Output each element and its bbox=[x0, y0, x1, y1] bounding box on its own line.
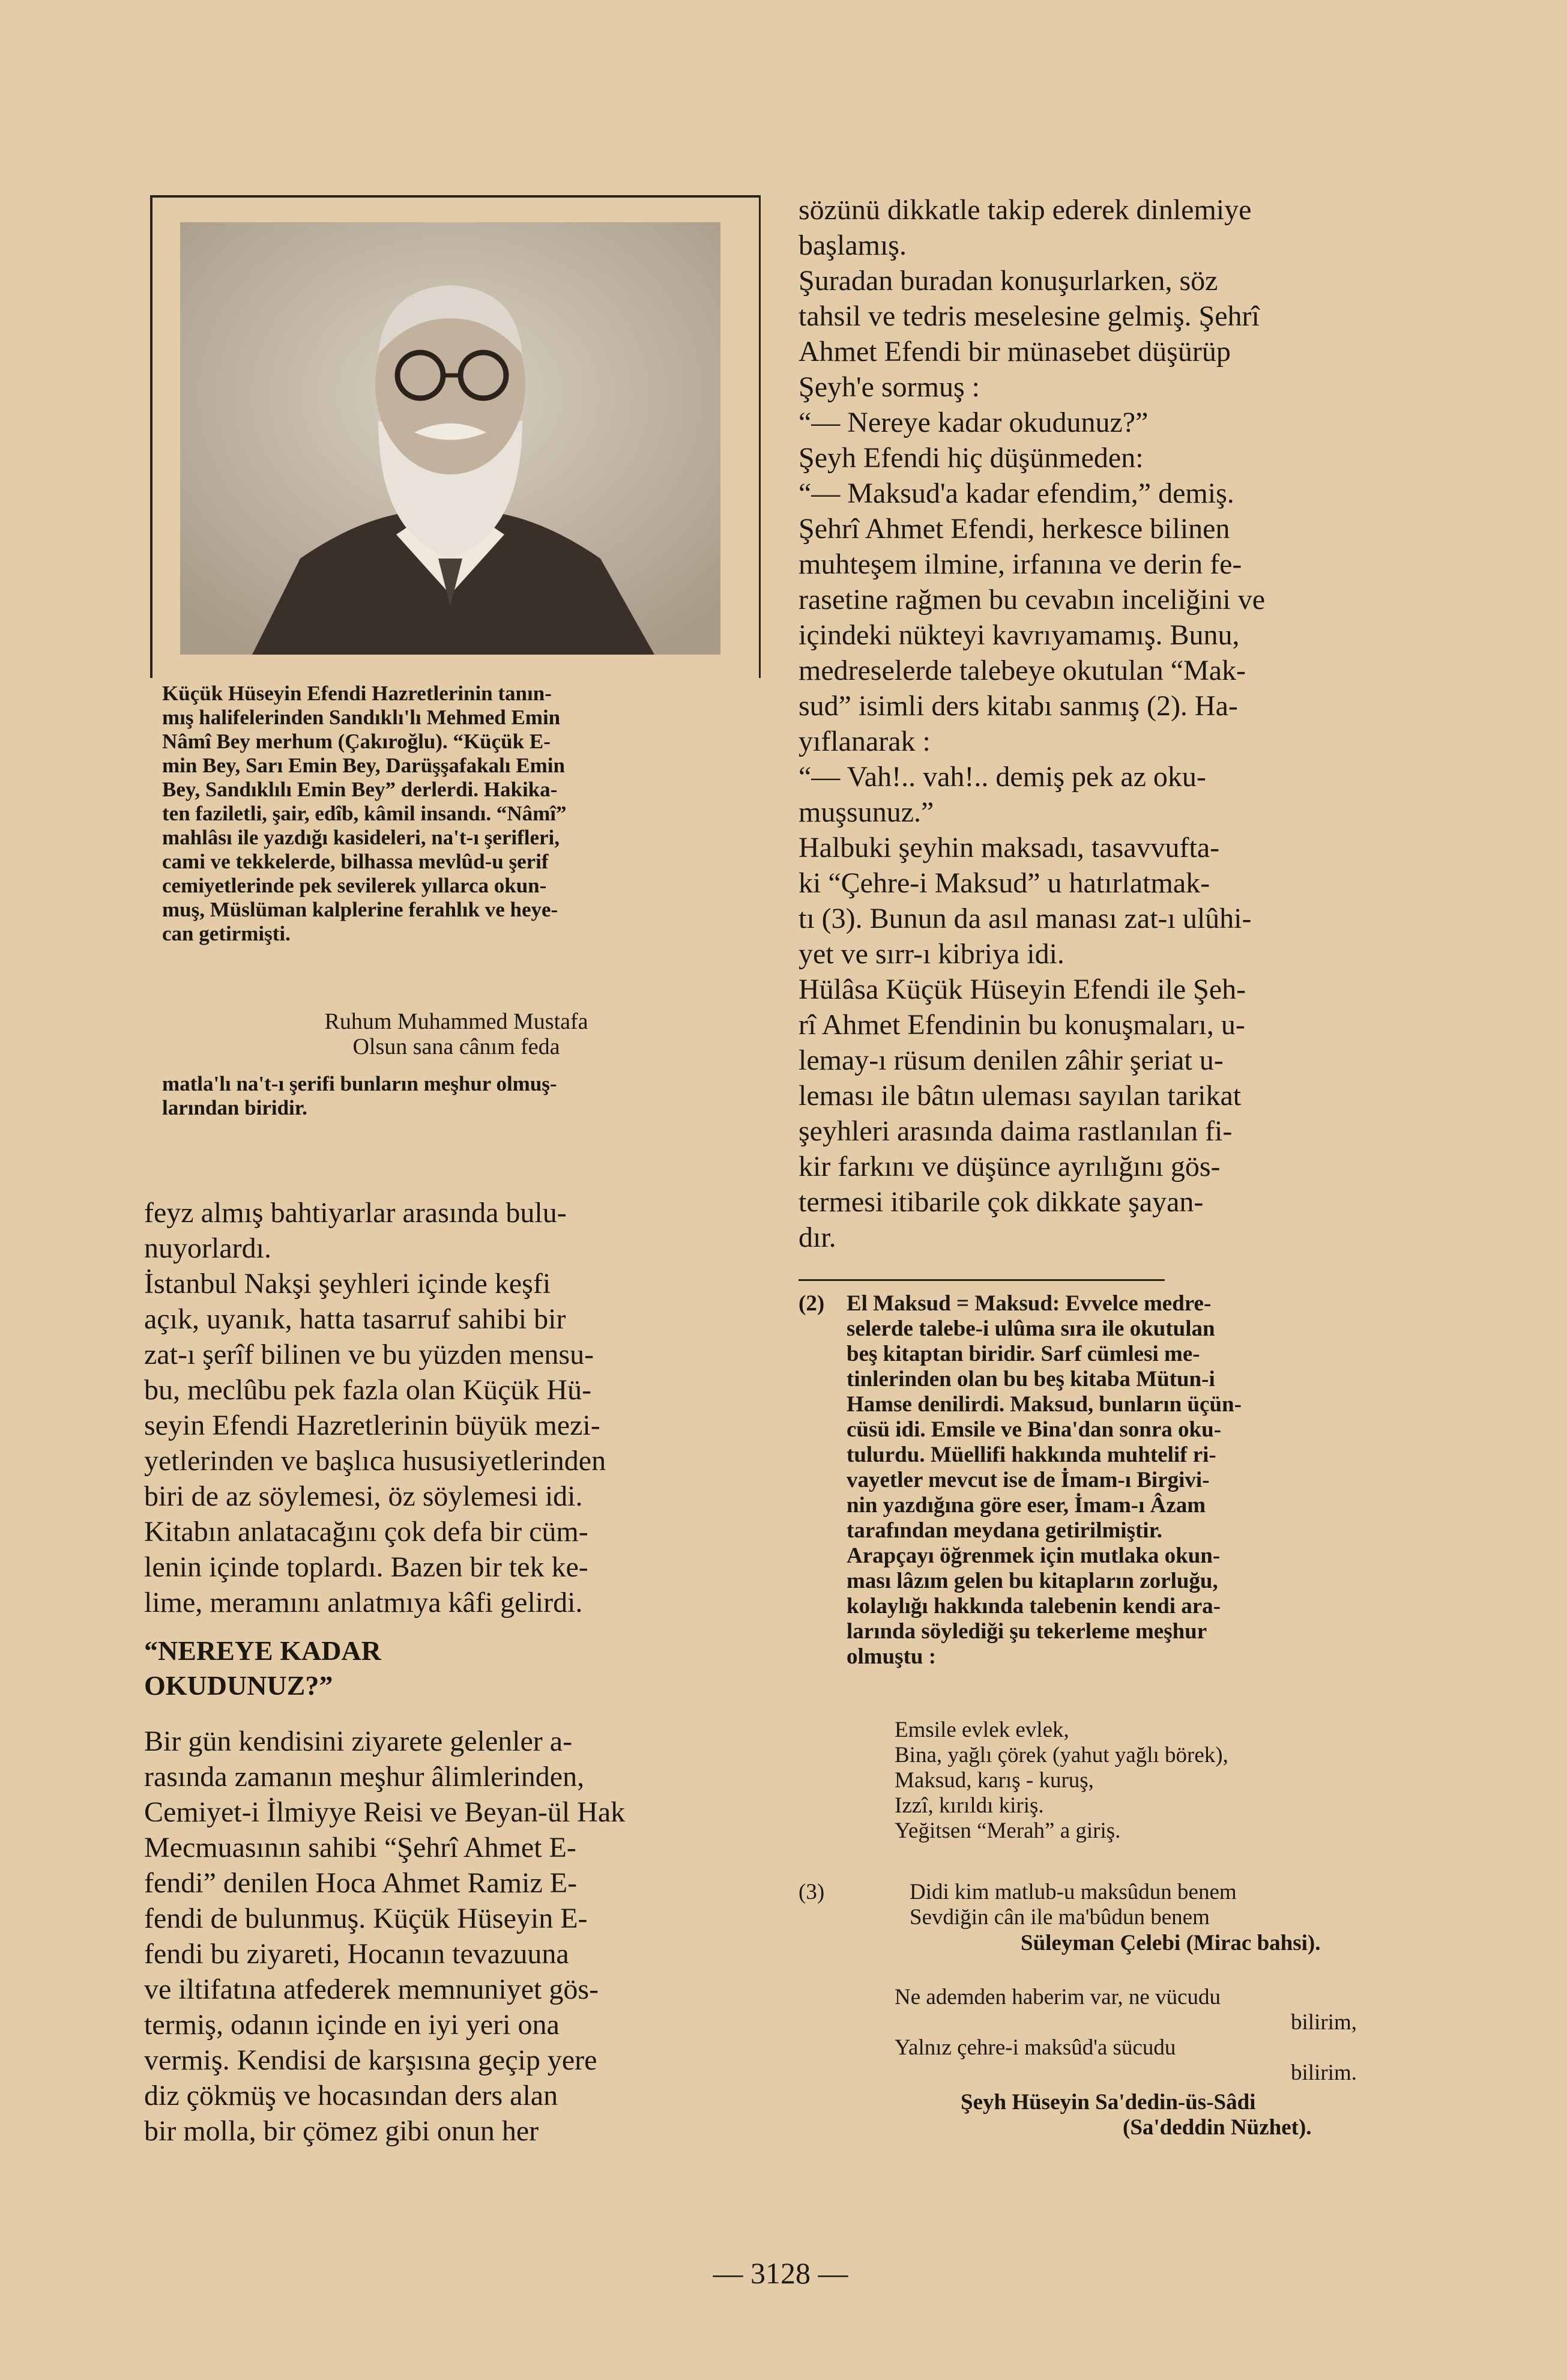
footnote-line: Sevdiğin cân ile ma'bûdun benem bbox=[910, 1905, 1210, 1930]
body-line: Şuradan buradan konuşurlarken, söz bbox=[799, 265, 1218, 297]
caption-after-line: matla'lı na't-ı şerifi bunların meşhur olmuş- bbox=[162, 1072, 557, 1095]
attribution: Şeyh Hüseyin Sa'dedin-üs-Sâdi bbox=[961, 2090, 1256, 2115]
footnote-line: Hamse denilirdi. Maksud, bunların üçün- bbox=[847, 1392, 1242, 1417]
body-line: rasında zamanın meşhur âlimlerinden, bbox=[144, 1761, 585, 1793]
footnote-line: Didi kim matlub-u maksûdun benem bbox=[910, 1880, 1237, 1904]
poem-verse bbox=[895, 1985, 1417, 2086]
body-line: vermiş. Kendisi de karşısına geçip yere bbox=[144, 2044, 597, 2076]
body-line: ki “Çehre-i Maksud” u hatırlatmak- bbox=[799, 867, 1210, 899]
body-line: başlamış. bbox=[799, 229, 907, 261]
body-line: medreselerde talebeye okutulan “Mak- bbox=[799, 655, 1246, 686]
body-line: sözünü dikkatle takip ederek dinlemiye bbox=[799, 194, 1252, 226]
body-line: açık, uyanık, hatta tasarruf sahibi bir bbox=[144, 1303, 566, 1335]
footnote-line: nin yazdığına göre eser, İmam-ı Âzam bbox=[847, 1493, 1206, 1518]
body-line: Şeyh'e sormuş : bbox=[799, 371, 980, 403]
verse-line: Yeğitsen “Merah” a giriş. bbox=[895, 1818, 1121, 1843]
body-line: Hülâsa Küçük Hüseyin Efendi ile Şeh- bbox=[799, 973, 1246, 1005]
caption-line: Küçük Hüseyin Efendi Hazretlerinin tanın- bbox=[162, 682, 552, 705]
body-line: Ahmet Efendi bir münasebet düşürüp bbox=[799, 336, 1231, 368]
caption-after-line: larından biridir. bbox=[162, 1096, 307, 1119]
body-line: tı (3). Bunun da asıl manası zat-ı ulûhi- bbox=[799, 903, 1252, 934]
verse-line: Ne ademden haberim var, ne vücudu bbox=[895, 1985, 1221, 2009]
attribution: Süleyman Çelebi (Mirac bahsi). bbox=[1021, 1931, 1321, 1955]
left-column-text-2 bbox=[144, 1724, 750, 2149]
body-line: “— Nereye kadar okudunuz?” bbox=[799, 407, 1149, 438]
body-line: termiş, odanın içinde en iyi yeri ona bbox=[144, 2009, 560, 2041]
body-line: İstanbul Nakşi şeyhleri içinde keşfi bbox=[144, 1268, 551, 1300]
footnote-line: El Maksud = Maksud: Evvelce medre- bbox=[847, 1291, 1212, 1316]
body-line: Şeyh Efendi hiç düşünmeden: bbox=[799, 442, 1144, 474]
body-line: bu, meclûbu pek fazla olan Küçük Hü- bbox=[144, 1374, 592, 1406]
verse-line: Izzî, kırıldı kiriş. bbox=[895, 1793, 1044, 1818]
body-line: zat-ı şerîf bilinen ve bu yüzden mensu- bbox=[144, 1339, 594, 1370]
caption-line: Nâmî Bey merhum (Çakıroğlu). “Küçük E- bbox=[162, 730, 551, 753]
body-line: Şehrî Ahmet Efendi, herkesce bilinen bbox=[799, 513, 1230, 545]
footnote-line: cüsü idi. Emsile ve Bina'dan sonra oku- bbox=[847, 1417, 1222, 1442]
verse-line: Bina, yağlı çörek (yahut yağlı börek), bbox=[895, 1743, 1228, 1767]
footnote-body bbox=[847, 1291, 1417, 1670]
caption-line: ten faziletli, şair, edîb, kâmil insandı. “Nâmî” bbox=[162, 802, 567, 825]
body-line: kir farkını ve düşünce ayrılığını gös- bbox=[799, 1151, 1221, 1182]
body-line: Kitabın anlatacağını çok defa bir cüm- bbox=[144, 1516, 588, 1548]
verse-line: Yalnız çehre-i maksûd'a sücudu bbox=[895, 2035, 1176, 2060]
verse-line: Emsile evlek evlek, bbox=[895, 1718, 1069, 1742]
body-line: ve iltifatına atfederek memnuniyet gös- bbox=[144, 1973, 599, 2005]
body-line: yıflanarak : bbox=[799, 725, 931, 757]
body-line: Cemiyet-i İlmiyye Reisi ve Beyan-ül Hak bbox=[144, 1796, 626, 1828]
section-heading bbox=[144, 1634, 564, 1703]
footnote-body bbox=[910, 1880, 1420, 1930]
verse-line: bilirim, bbox=[1291, 2010, 1357, 2035]
footnote-line: ması lâzım gelen bu kitapların zorluğu, bbox=[847, 1569, 1218, 1593]
body-line: rasetine rağmen bu cevabın inceliğini ve bbox=[799, 584, 1266, 616]
caption-after bbox=[162, 1072, 750, 1120]
body-line: yet ve sırr-ı kibriya idi. bbox=[799, 938, 1064, 970]
footnote-line: larında söylediği şu tekerleme meşhur bbox=[847, 1619, 1207, 1644]
attribution: (Sa'deddin Nüzhet). bbox=[1123, 2115, 1312, 2140]
body-line: fendi bu ziyareti, Hocanın tevazuuna bbox=[144, 1938, 569, 1970]
body-line: termesi itibarile çok dikkate şayan- bbox=[799, 1186, 1204, 1218]
body-line: dır. bbox=[799, 1222, 836, 1253]
footnote-line: tulurdu. Müellifi hakkında muhtelif ri- bbox=[847, 1443, 1216, 1467]
footnote-line: tarafından meydana getirilmiştir. bbox=[847, 1518, 1162, 1543]
body-line: lime, meramını anlatmıya kâfi gelirdi. bbox=[144, 1587, 583, 1618]
tekerleme-verse bbox=[895, 1718, 1417, 1844]
caption-line: cemiyetlerinde pek sevilerek yıllarca okun- bbox=[162, 874, 547, 897]
footnote-line: olmuştu : bbox=[847, 1644, 937, 1669]
body-line: nuyorlardı. bbox=[144, 1232, 271, 1264]
page-number: — 3128 — bbox=[713, 2256, 848, 2290]
caption-line: muş, Müslüman kalplerine ferahlık ve heye- bbox=[162, 898, 558, 921]
body-line: fendi” denilen Hoca Ahmet Ramiz E- bbox=[144, 1867, 578, 1899]
body-line: biri de az söylemesi, öz söylemesi idi. bbox=[144, 1480, 583, 1512]
footnote-number: (2) bbox=[799, 1291, 825, 1316]
caption-verse-line: Olsun sana cânım feda bbox=[352, 1034, 560, 1059]
caption-line: mahlâsı ile yazdığı kasideleri, na't-ı şerifleri, bbox=[162, 826, 560, 849]
body-line: içindeki nükteyi kavrıyamamış. Bunu, bbox=[799, 619, 1240, 651]
caption-verse-line: Ruhum Muhammed Mustafa bbox=[324, 1009, 588, 1034]
verse-line: Maksud, karış - kuruş, bbox=[895, 1768, 1094, 1793]
body-line: Halbuki şeyhin maksadı, tasavvufta- bbox=[799, 832, 1220, 864]
body-line: lenin içinde toplardı. Bazen bir tek ke- bbox=[144, 1551, 588, 1583]
body-line: “— Maksud'a kadar efendim,” demiş. bbox=[799, 477, 1234, 509]
body-line: diz çökmüş ve hocasından ders alan bbox=[144, 2080, 558, 2112]
body-line: rî Ahmet Efendinin bu konuşmaları, u- bbox=[799, 1009, 1245, 1041]
body-line: sud” isimli ders kitabı sanmış (2). Ha- bbox=[799, 690, 1238, 722]
footnote-line: selerde talebe-i ulûma sıra ile okutulan bbox=[847, 1316, 1215, 1341]
body-line: fendi de bulunmuş. Küçük Hüseyin E- bbox=[144, 1903, 588, 1934]
body-line: feyz almış bahtiyarlar arasında bulu- bbox=[144, 1197, 567, 1229]
footnote-divider bbox=[799, 1279, 1165, 1281]
portrait-photo bbox=[180, 222, 720, 655]
footnote-line: vayetler mevcut ise de İmam-ı Birgivi- bbox=[847, 1468, 1210, 1492]
caption-line: cami ve tekkelerde, bilhassa mevlûd-u şerif bbox=[162, 850, 549, 873]
heading-line: “NEREYE KADAR bbox=[144, 1635, 381, 1666]
body-line: şeyhleri arasında daima rastlanılan fi- bbox=[799, 1115, 1233, 1147]
body-line: “— Vah!.. vah!.. demiş pek az oku- bbox=[799, 761, 1206, 793]
photo-caption bbox=[162, 682, 750, 946]
caption-line: mış halifelerinden Sandıklı'lı Mehmed Emin bbox=[162, 706, 561, 729]
body-line: seyin Efendi Hazretlerinin büyük mezi- bbox=[144, 1410, 600, 1441]
body-line: leması ile bâtın uleması sayılan tarikat bbox=[799, 1080, 1242, 1112]
footnote-line: Arapçayı öğrenmek için mutlaka okun- bbox=[847, 1543, 1221, 1568]
caption-line: can getirmişti. bbox=[162, 922, 291, 945]
left-column-text bbox=[144, 1195, 750, 1620]
caption-verse bbox=[162, 1009, 750, 1059]
footnote-line: tinlerinden olan bu beş kitaba Mütun-i bbox=[847, 1367, 1215, 1391]
body-line: yetlerinden ve başlıca hususiyetlerinden bbox=[144, 1445, 606, 1477]
heading-line: OKUDUNUZ?” bbox=[144, 1670, 333, 1701]
body-line: bir molla, bir çömez gibi onun her bbox=[144, 2115, 539, 2147]
body-line: Mecmuasının sahibi “Şehrî Ahmet E- bbox=[144, 1832, 576, 1864]
caption-line: min Bey, Sarı Emin Bey, Darüşşafakalı Emin bbox=[162, 754, 565, 777]
caption-line: Bey, Sandıklılı Emin Bey” derlerdi. Hakika- bbox=[162, 778, 558, 801]
right-column-text bbox=[799, 192, 1417, 1255]
body-line: tahsil ve tedris meselesine gelmiş. Şehrî bbox=[799, 300, 1260, 332]
body-line: Bir gün kendisini ziyarete gelenler a- bbox=[144, 1725, 573, 1757]
body-line: lemay-ı rüsum denilen zâhir şeriat u- bbox=[799, 1044, 1224, 1076]
body-line: muşsunuz.” bbox=[799, 796, 934, 828]
body-line: muhteşem ilmine, irfanına ve derin fe- bbox=[799, 548, 1242, 580]
footnote-line: beş kitaptan biridir. Sarf cümlesi me- bbox=[847, 1342, 1200, 1366]
footnote-line: kolaylığı hakkında talebenin kendi ara- bbox=[847, 1594, 1221, 1618]
footnote-number: (3) bbox=[799, 1880, 825, 1904]
verse-line: bilirim. bbox=[1291, 2061, 1357, 2085]
